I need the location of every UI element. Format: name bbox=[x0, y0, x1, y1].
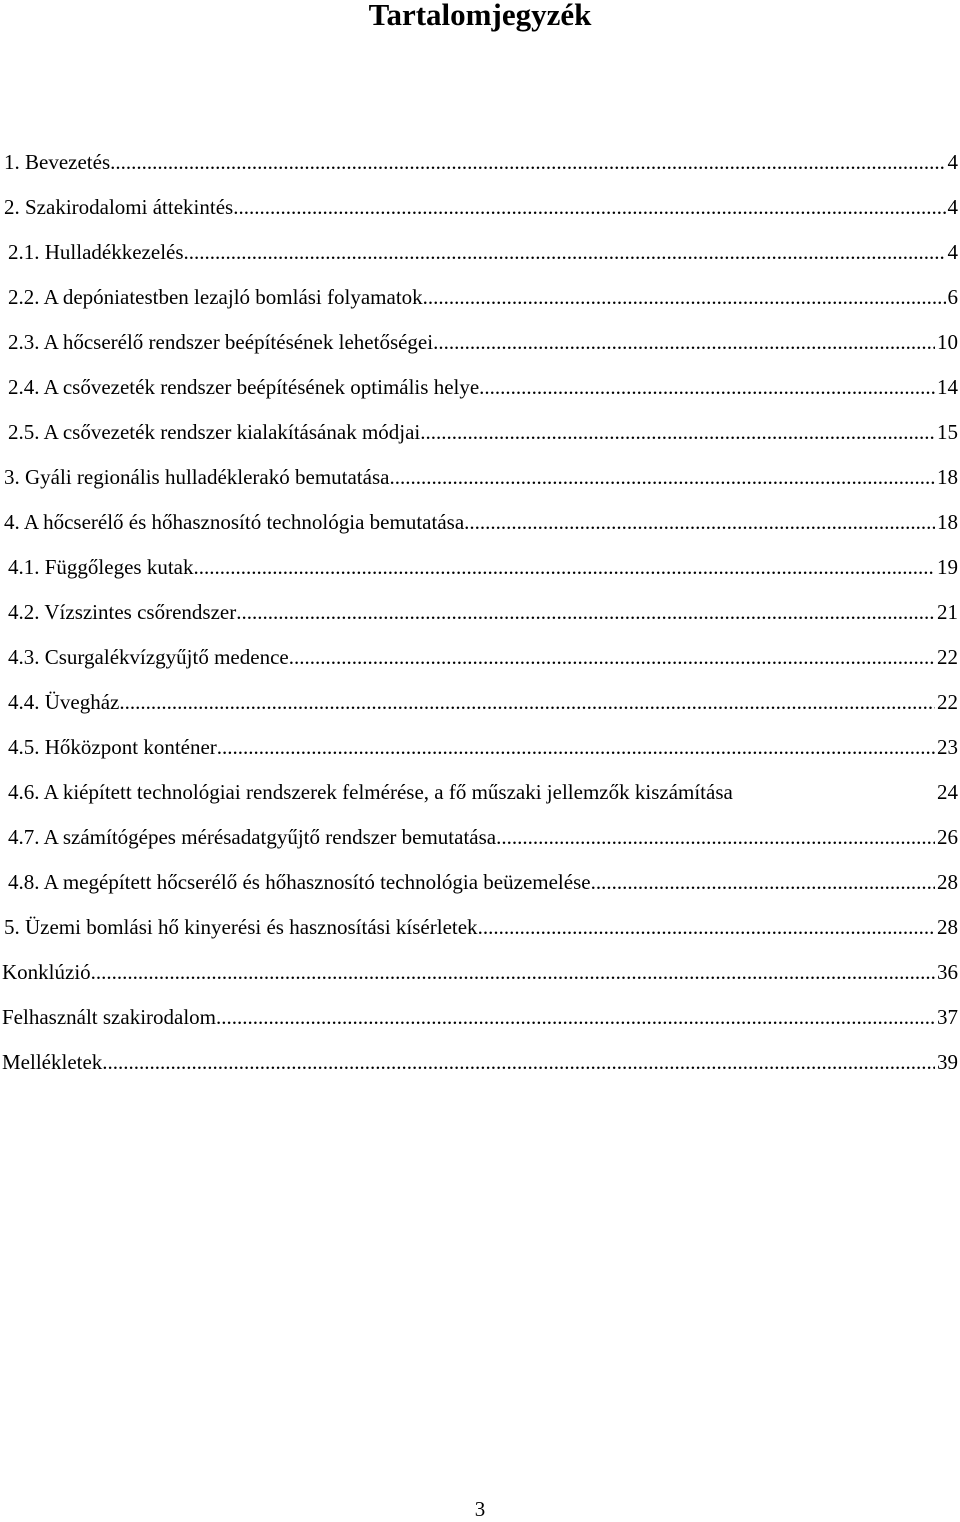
toc-dot-leader bbox=[193, 552, 935, 582]
toc-entry-label: 4.4. Üvegház bbox=[8, 690, 120, 714]
toc-entry-label: 4.2. Vízszintes csőrendszer bbox=[8, 600, 237, 624]
toc-dot-leader bbox=[216, 1002, 935, 1032]
toc-entry-fuggoleges-kutak[interactable] bbox=[8, 552, 960, 582]
toc-dot-leader bbox=[289, 642, 935, 672]
toc-dot-leader bbox=[478, 912, 935, 942]
toc-entry-csurgalekvizgyujto-medence[interactable] bbox=[8, 642, 960, 672]
toc-entry-kialakitasanak-modjai[interactable] bbox=[8, 417, 960, 447]
toc-entry-page: 14 bbox=[937, 375, 958, 399]
toc-dot-leader bbox=[420, 417, 935, 447]
toc-entry-technologia-beuzemelese[interactable] bbox=[8, 867, 960, 897]
toc-dot-leader bbox=[184, 237, 946, 267]
toc-entry-page: 39 bbox=[937, 1050, 958, 1074]
toc-entry-page: 24 bbox=[937, 780, 958, 804]
page-number: 3 bbox=[474, 1497, 486, 1521]
toc-dot-leader bbox=[110, 147, 945, 177]
toc-dot-leader bbox=[217, 732, 935, 762]
toc-dot-leader bbox=[464, 507, 935, 537]
toc-entry-bevezetes[interactable] bbox=[4, 147, 960, 177]
toc-dot-leader bbox=[389, 462, 935, 492]
toc-entry-label: 4.3. Csurgalékvízgyűjtő medence bbox=[8, 645, 289, 669]
toc-dot-leader bbox=[479, 372, 935, 402]
toc-entry-uveghaz[interactable] bbox=[8, 687, 960, 717]
toc-dot-leader bbox=[423, 282, 946, 312]
toc-dot-leader bbox=[91, 957, 935, 987]
toc-entry-hocserelo-technologia[interactable] bbox=[4, 507, 960, 537]
page-title: Tartalomjegyzék bbox=[368, 0, 592, 32]
toc-entry-uzemi-kiserletek[interactable] bbox=[4, 912, 960, 942]
toc-entry-bomlasi-folyamatok[interactable] bbox=[8, 282, 960, 312]
toc-entry-label: 2.4. A csővezeték rendszer beépítésének optimális helye bbox=[8, 375, 480, 399]
toc-entry-page: 37 bbox=[937, 1005, 958, 1029]
toc-dot-leader bbox=[233, 192, 945, 222]
toc-entry-konkluzio[interactable] bbox=[2, 957, 960, 987]
toc-entry-label: 4.7. A számítógépes mérésadatgyűjtő rendszer bemutatása bbox=[8, 825, 497, 849]
toc-entry-technologiai-rendszerek-felmerese[interactable] bbox=[8, 777, 960, 807]
toc-entry-page: 18 bbox=[937, 510, 958, 534]
toc-dot-leader bbox=[119, 687, 935, 717]
toc-dot-leader bbox=[433, 327, 935, 357]
toc-entry-hocserelo-lehetosegei[interactable] bbox=[8, 327, 960, 357]
toc-entry-label: Felhasznált szakirodalom bbox=[2, 1005, 217, 1029]
toc-entry-page: 36 bbox=[937, 960, 958, 984]
toc-entry-page: 28 bbox=[937, 915, 958, 939]
toc-entry-page: 6 bbox=[947, 285, 958, 309]
toc-entry-label: 2.3. A hőcserélő rendszer beépítésének lehetőségei bbox=[8, 330, 434, 354]
toc-entry-hokozpont-kontener[interactable] bbox=[8, 732, 960, 762]
toc-entry-page: 4 bbox=[947, 240, 958, 264]
toc-entry-mellekletek[interactable] bbox=[2, 1047, 960, 1077]
toc-entry-page: 23 bbox=[937, 735, 958, 759]
toc-entry-vizszintes-csorendszer[interactable] bbox=[8, 597, 960, 627]
toc-dot-leader bbox=[102, 1047, 935, 1077]
toc-entry-page: 18 bbox=[937, 465, 958, 489]
toc-entry-label: Konklúzió bbox=[2, 960, 91, 984]
toc-entry-hulladekkezeles[interactable] bbox=[8, 237, 960, 267]
toc-entry-label: 4.5. Hőközpont konténer bbox=[8, 735, 217, 759]
toc-entry-label: 2.1. Hulladékkezelés bbox=[8, 240, 184, 264]
toc-entry-page: 22 bbox=[937, 645, 958, 669]
toc-entry-label: 4. A hőcserélő és hőhasznosító technológia bemutatása bbox=[4, 510, 465, 534]
toc-dot-leader bbox=[496, 822, 935, 852]
toc-entry-page: 22 bbox=[937, 690, 958, 714]
toc-dot-leader bbox=[591, 867, 935, 897]
toc-entry-gyali-hulladeklerako[interactable] bbox=[4, 462, 960, 492]
toc-entry-label: 2. Szakirodalomi áttekintés bbox=[4, 195, 234, 219]
toc-entry-label: Mellékletek bbox=[2, 1050, 103, 1074]
toc-entry-label: 4.1. Függőleges kutak bbox=[8, 555, 194, 579]
toc-entry-page: 4 bbox=[947, 195, 958, 219]
toc-entry-page: 4 bbox=[947, 150, 958, 174]
toc-entry-meresadatgyujto-rendszer[interactable] bbox=[8, 822, 960, 852]
toc-entry-felhasznalt-szakirodalom[interactable] bbox=[2, 1002, 960, 1032]
toc-entry-label: 5. Üzemi bomlási hő kinyerési és hasznosítási kísérletek bbox=[4, 915, 478, 939]
toc-entry-optimalis-helye[interactable] bbox=[8, 372, 960, 402]
toc-entry-label: 4.8. A megépített hőcserélő és hőhasznosító technológia beüzemelése bbox=[8, 870, 591, 894]
toc-dot-leader bbox=[236, 597, 935, 627]
toc-entry-label: 3. Gyáli regionális hulladéklerakó bemutatása bbox=[4, 465, 390, 489]
toc-entry-label: 2.2. A depóniatestben lezajló bomlási folyamatok bbox=[8, 285, 423, 309]
toc-entry-szakirodalomi-attekintes[interactable] bbox=[4, 192, 960, 222]
toc-entry-page: 21 bbox=[937, 600, 958, 624]
toc-entry-label: 4.6. A kiépített technológiai rendszerek felmérése, a fő műszaki jellemzők kiszámítása bbox=[8, 780, 733, 804]
toc-entry-page: 10 bbox=[937, 330, 958, 354]
toc-entry-page: 19 bbox=[937, 555, 958, 579]
toc-entry-page: 28 bbox=[937, 870, 958, 894]
toc-entry-label: 1. Bevezetés bbox=[4, 150, 111, 174]
toc-entry-label: 2.5. A csővezeték rendszer kialakításának módjai bbox=[8, 420, 421, 444]
toc-entry-page: 26 bbox=[937, 825, 958, 849]
toc-entry-page: 15 bbox=[937, 420, 958, 444]
